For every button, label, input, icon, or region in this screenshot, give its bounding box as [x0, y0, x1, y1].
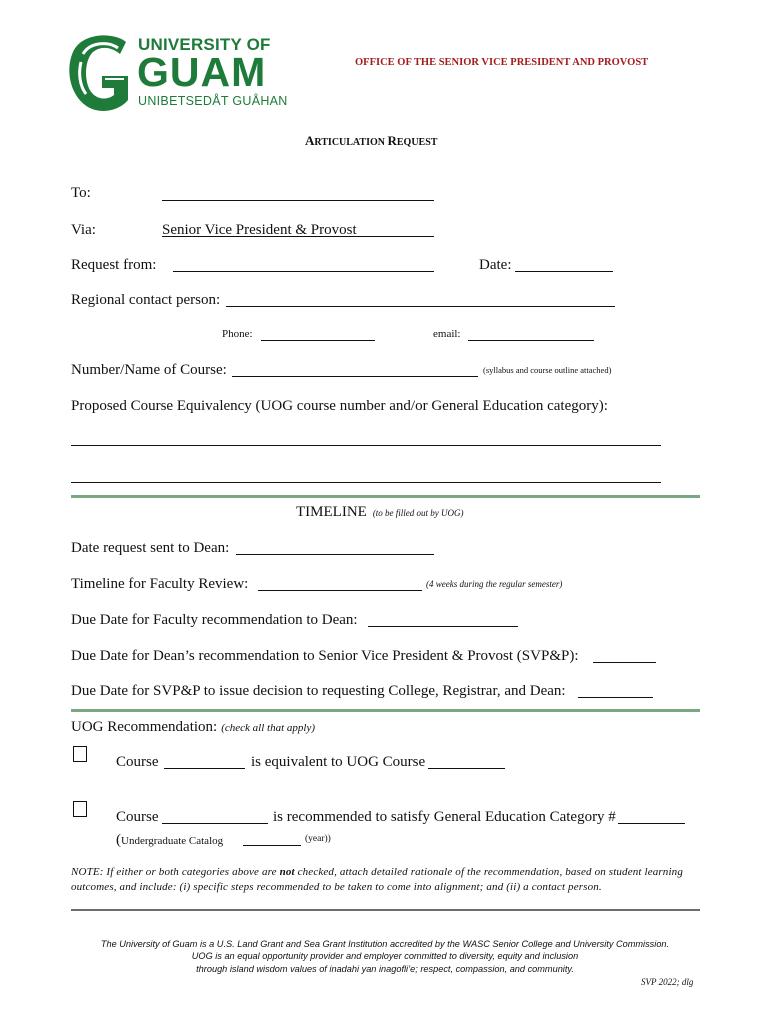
course-label: Number/Name of Course:	[71, 362, 227, 378]
option-1-course-label: Course	[116, 754, 159, 770]
option-2-gen-ed-label: is recommended to satisfy General Education Category #	[273, 809, 616, 825]
faculty-review-note: (4 weeks during the regular semester)	[426, 579, 563, 589]
office-heading: OFFICE OF THE SENIOR VICE PRESIDENT AND PROVOST	[355, 57, 649, 68]
due-dean-field[interactable]	[593, 662, 656, 663]
catalog-open-paren: (	[116, 832, 121, 848]
regional-contact-field[interactable]	[226, 306, 615, 307]
option-2-course-field[interactable]	[162, 823, 268, 824]
course-note: (syllabus and course outline attached)	[483, 365, 612, 375]
recommendation-title: UOG Recommendation:	[71, 719, 218, 735]
date-sent-label: Date request sent to Dean:	[71, 540, 230, 556]
phone-field[interactable]	[261, 340, 375, 341]
due-svpp-label: Due Date for SVP&P to issue decision to requesting College, Registrar, and Dean:	[71, 683, 566, 699]
title-rest-r: EQUEST	[396, 137, 438, 148]
regional-contact-label: Regional contact person:	[71, 292, 221, 308]
title-cap-a: A	[305, 133, 315, 148]
due-faculty-field[interactable]	[368, 626, 518, 627]
request-from-label: Request from:	[71, 257, 157, 273]
date-label: Date:	[479, 257, 512, 273]
due-dean-label: Due Date for Dean’s recommendation to Senior Vice President & Provost (SVP&P):	[71, 648, 579, 664]
logo-line1: UNIVERSITY OF	[138, 35, 271, 54]
footer-equal-opportunity: UOG is an equal opportunity provider and employer committed to diversity, equity and inclusion	[191, 951, 579, 961]
footer-accreditation: The University of Guam is a U.S. Land Grant and Sea Grant Institution accredited by the WASC Senior College and University Commission.	[100, 939, 670, 949]
option-2-checkbox[interactable]	[73, 801, 87, 817]
option-2-course-label: Course	[116, 809, 159, 825]
catalog-year-field[interactable]	[243, 845, 301, 846]
note-bold: not	[279, 866, 295, 878]
request-from-field[interactable]	[173, 271, 434, 272]
equivalency-line-1[interactable]	[71, 445, 661, 446]
option-1-equivalent-label: is equivalent to UOG Course	[251, 754, 426, 770]
uog-g-emblem	[68, 34, 132, 112]
course-field[interactable]	[232, 376, 478, 377]
faculty-review-label: Timeline for Faculty Review:	[71, 576, 249, 592]
catalog-year-label: (year))	[305, 834, 331, 844]
title-rest-a: RTICULATION	[314, 137, 388, 148]
recommendation-note: (check all that apply)	[221, 722, 316, 734]
footer-code: SVP 2022; dlg	[641, 977, 694, 987]
option-1-course-field[interactable]	[164, 768, 245, 769]
title-cap-r: R	[387, 133, 397, 148]
email-field[interactable]	[468, 340, 594, 341]
option-2-category-field[interactable]	[618, 823, 685, 824]
to-label: To:	[71, 185, 91, 201]
due-svpp-field[interactable]	[578, 697, 653, 698]
catalog-line	[116, 831, 223, 849]
via-field[interactable]	[162, 236, 434, 237]
logo-line2: GUAM	[137, 49, 267, 95]
due-faculty-label: Due Date for Faculty recommendation to Dean:	[71, 612, 358, 628]
option-1-checkbox[interactable]	[73, 746, 87, 762]
option-1-uog-course-field[interactable]	[428, 768, 505, 769]
date-field[interactable]	[515, 271, 613, 272]
section-divider-recommendation	[71, 709, 700, 712]
email-label: email:	[433, 328, 461, 340]
form-title	[305, 132, 437, 150]
university-logo	[68, 34, 288, 114]
via-label: Via:	[71, 222, 96, 238]
footer-divider	[71, 909, 700, 911]
phone-label: Phone:	[222, 328, 253, 340]
equivalency-label: Proposed Course Equivalency (UOG course number and/or General Education category):	[71, 398, 608, 414]
faculty-review-field[interactable]	[258, 590, 422, 591]
equivalency-line-2[interactable]	[71, 482, 661, 483]
section-divider-timeline	[71, 495, 700, 498]
recommendation-heading	[71, 718, 315, 736]
catalog-label: Undergraduate Catalog	[121, 835, 224, 847]
logo-line3: UNIBETSEDÅT GUÅHAN	[138, 94, 288, 108]
note-text	[71, 865, 686, 894]
note-pre: NOTE: If either or both categories above are	[71, 866, 280, 878]
note-post: checked, attach detailed rationale of the recommendation, based on student learning outcomes, and include: (i) specific steps recommended to be taken to come into alignment; and (ii) a contact person.	[71, 866, 683, 893]
timeline-note: (to be filled out by UOG)	[372, 508, 464, 518]
via-value: Senior Vice President & Provost	[162, 222, 357, 238]
footer-values: through island wisdom values of inadahi yan inagofli’e; respect, compassion, and community.	[196, 964, 574, 974]
timeline-title: TIMELINE	[296, 504, 367, 520]
timeline-heading	[296, 503, 464, 521]
to-field[interactable]	[162, 200, 434, 201]
date-sent-field[interactable]	[236, 554, 434, 555]
